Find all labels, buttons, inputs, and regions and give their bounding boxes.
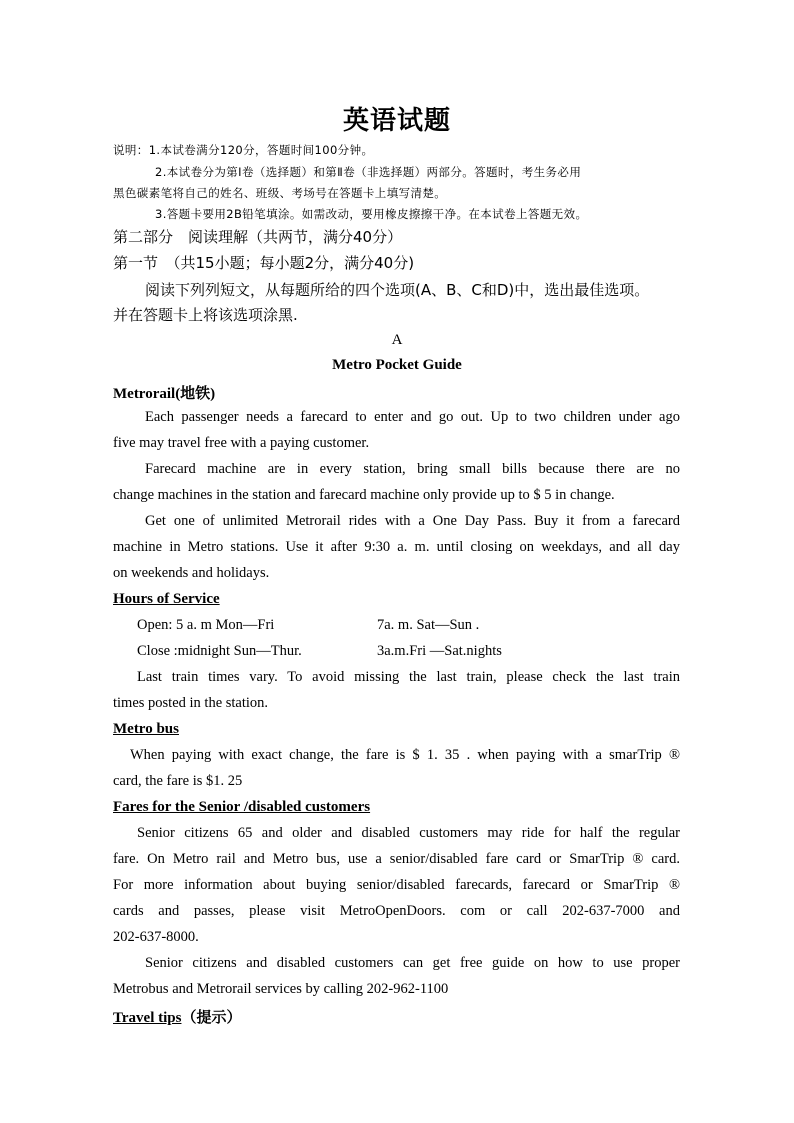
section-heading: 第一节 （共15小题；每小题2分，满分40分) — [113, 254, 415, 272]
fares-line-5: 202-637-8000. — [113, 929, 199, 945]
metrorail-line-2: five may travel free with a paying customer. — [113, 435, 370, 451]
hours-heading: Hours of Service — [113, 591, 220, 607]
hours-line-2: times posted in the station. — [113, 695, 269, 711]
page-title: 英语试题 — [342, 106, 451, 136]
travel-tips-heading — [113, 1006, 241, 1027]
note-line-4: 3.答题卡要用2B铅笔填涂。如需改动，要用橡皮擦擦干净。在本试卷上答题无效。 — [155, 207, 588, 221]
fares-heading: Fares for the Senior /disabled customers — [113, 799, 371, 815]
passage-letter: A — [391, 332, 403, 348]
fares-line-1: Senior citizens 65 and older and disabled customers may ride for half the regular — [137, 825, 680, 841]
metrobus-line-1: When paying with exact change, the fare is $ 1. 35 . when paying with a smarTrip ® — [130, 747, 680, 763]
note-line-1: 说明：1.本试卷满分120分，答题时间100分钟。 — [113, 143, 374, 157]
metrorail-line-5: Get one of unlimited Metrorail rides with a One Day Pass. Buy it from a farecard — [145, 513, 680, 529]
fares-line-3: For more information about buying senior/disabled farecards, farecard or SmarTrip ® — [113, 877, 680, 893]
part-heading: 第二部分 阅读理解（共两节，满分40分） — [113, 228, 403, 246]
fares-line-2: fare. On Metro rail and Metro bus, use a senior/disabled fare card or SmarTrip ® card. — [113, 851, 680, 867]
metrobus-line-2: card, the fare is $1. 25 — [113, 773, 243, 789]
fares-line-6: Senior citizens and disabled customers can get free guide on how to use proper — [145, 955, 680, 971]
passage-title: Metro Pocket Guide — [332, 357, 462, 373]
travel-tips-label-cn: （提示） — [181, 1008, 242, 1026]
metrorail-line-3: Farecard machine are in every station, bring small bills because there are no — [145, 461, 680, 477]
metrorail-line-1: Each passenger needs a farecard to enter and go out. Up to two children under ago — [145, 409, 680, 425]
fares-line-7: Metrobus and Metrorail services by calling 202-962-1100 — [113, 981, 449, 997]
metrorail-line-4: change machines in the station and farecard machine only provide up to $ 5 in change. — [113, 487, 615, 503]
hours-open-weekend: 7a. m. Sat—Sun . — [377, 617, 480, 633]
hours-close-weekday: Close :midnight Sun—Thur. — [137, 643, 302, 659]
instruction-line-1: 阅读下列列短文，从每题所给的四个选项(A、B、C和D)中，选出最佳选项。 — [145, 281, 650, 299]
fares-line-4: cards and passes, please visit MetroOpenDoors. com or call 202-637-7000 and — [113, 903, 680, 919]
hours-close-weekend: 3a.m.Fri —Sat.nights — [377, 643, 502, 659]
note-line-2: 2.本试卷分为第Ⅰ卷（选择题）和第Ⅱ卷（非选择题）两部分。答题时，考生务必用 — [155, 165, 582, 179]
metrorail-line-7: on weekends and holidays. — [113, 565, 270, 581]
metrorail-line-6: machine in Metro stations. Use it after 9:30 a. m. until closing on weekdays, and all day — [113, 539, 680, 555]
instruction-line-2: 并在答题卡上将该选项涂黑. — [113, 306, 298, 324]
metrorail-heading: Metrorail(地铁) — [113, 386, 216, 402]
note-line-3: 黑色碳素笔将自己的姓名、班级、考场号在答题卡上填写清楚。 — [113, 186, 447, 200]
metrobus-heading: Metro bus — [113, 721, 179, 737]
travel-tips-label: Travel tips — [113, 1010, 182, 1026]
hours-open-weekday: Open: 5 a. m Mon—Fri — [137, 617, 275, 633]
hours-line-1: Last train times vary. To avoid missing the last train, please check the last train — [137, 669, 680, 685]
